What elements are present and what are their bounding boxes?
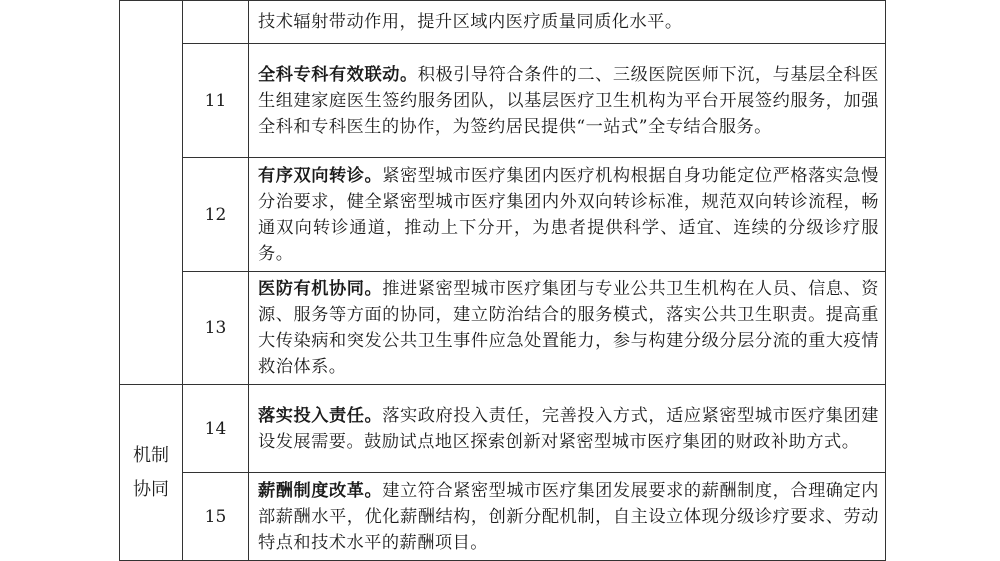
content-cell xyxy=(249,272,886,385)
table-row xyxy=(120,385,886,473)
policy-table xyxy=(119,0,886,561)
content-title: 落实投入责任。 xyxy=(258,405,383,426)
content-cell xyxy=(249,44,886,158)
content-text: 建立符合紧密型城市医疗集团发展要求的薪酬制度，合理确定内部薪酬水平，优化薪酬结构，创新分配机制，自主设立体现分级诊疗要求、劳动特点和技术水平的薪酬项目。 xyxy=(258,480,879,553)
table-row xyxy=(120,272,886,385)
content-title: 薪酬制度改革。 xyxy=(258,480,383,501)
number-cell xyxy=(183,1,249,44)
number-cell: 15 xyxy=(183,473,249,561)
content-cell xyxy=(249,158,886,272)
content-cell xyxy=(249,385,886,473)
category-cell-empty xyxy=(120,1,183,385)
number-cell: 13 xyxy=(183,272,249,385)
category-cell xyxy=(120,385,183,561)
category-line-2: 协同 xyxy=(133,478,169,500)
number-cell: 14 xyxy=(183,385,249,473)
table-row xyxy=(120,473,886,561)
table-row xyxy=(120,44,886,158)
number-cell: 12 xyxy=(183,158,249,272)
content-cell xyxy=(249,1,886,44)
number-cell: 11 xyxy=(183,44,249,158)
content-title: 有序双向转诊。 xyxy=(258,165,383,186)
content-text: 技术辐射带动作用，提升区域内医疗质量同质化水平。 xyxy=(258,12,683,32)
category-line-1: 机制 xyxy=(133,444,169,466)
content-text: 落实政府投入责任，完善投入方式，适应紧密型城市医疗集团建设发展需要。鼓励试点地区探索创新对紧密型城市医疗集团的财政补助方式。 xyxy=(258,405,879,452)
content-cell xyxy=(249,473,886,561)
content-title: 全科专科有效联动。 xyxy=(258,64,418,85)
content-title: 医防有机协同。 xyxy=(258,279,383,299)
content-text: 积极引导符合条件的二、三级医院医师下沉，与基层全科医生组建家庭医生签约服务团队，以基层医疗卫生机构为平台开展签约服务，加强全科和专科医生的协作，为签约居民提供“一站式”全专结合服务。 xyxy=(258,64,879,137)
table-row xyxy=(120,158,886,272)
content-text: 推进紧密型城市医疗集团与专业公共卫生机构在人员、信息、资源、服务等方面的协同，建立防治结合的服务模式，落实公共卫生职责。提高重大传染病和突发公共卫生事件应急处置能力，参与构建分级分层分流的重大疫情救治体系。 xyxy=(258,279,879,377)
table-row xyxy=(120,1,886,44)
content-text: 紧密型城市医疗集团内医疗机构根据自身功能定位严格落实急慢分治要求，健全紧密型城市医疗集团内外双向转诊标准，规范双向转诊流程，畅通双向转诊通道，推动上下分开，为患者提供科学、适宜、连续的分级诊疗服务。 xyxy=(258,165,879,264)
